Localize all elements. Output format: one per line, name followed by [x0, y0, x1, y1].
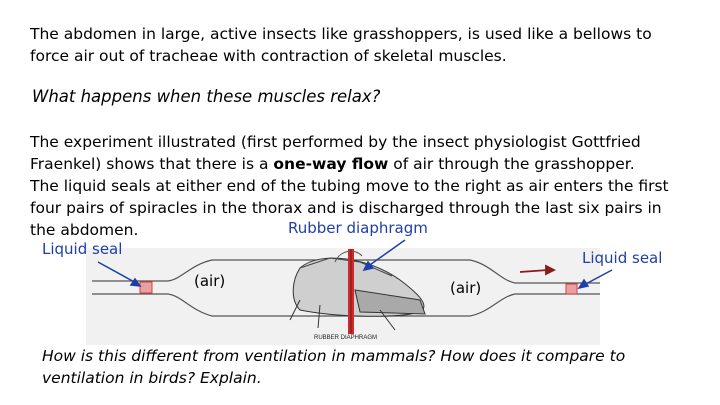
- label-liquid-seal-right: Liquid seal: [582, 249, 663, 267]
- experiment-text: of air through the grasshopper.: [388, 155, 635, 173]
- question-line: ventilation in birds? Explain.: [42, 369, 262, 387]
- figure-caption: RUBBER DIAPHRAGM: [314, 335, 378, 341]
- question-comparison: [42, 345, 702, 389]
- experiment-line: the abdomen.: [30, 221, 139, 239]
- label-rubber-diaphragm: Rubber diaphragm: [288, 219, 428, 237]
- experiment-line: four pairs of spiracles in the thorax and is discharged through the last six pairs in: [30, 199, 662, 217]
- label-liquid-seal-left: Liquid seal: [42, 240, 123, 258]
- one-way-flow-emphasis: one-way flow: [273, 155, 389, 173]
- left-liquid-seal: [140, 282, 152, 293]
- intro-line: force air out of tracheae with contraction of skeletal muscles.: [30, 47, 507, 65]
- intro-line: The abdomen in large, active insects like grasshoppers, is used like a bellows to: [30, 25, 652, 43]
- intro-paragraph: [30, 23, 710, 67]
- experiment-line: The liquid seals at either end of the tubing move to the right as air enters the first: [30, 177, 669, 195]
- experiment-line: The experiment illustrated (first performed by the insect physiologist Gottfried: [30, 133, 641, 151]
- right-liquid-seal: [566, 284, 577, 294]
- label-air-left: (air): [194, 272, 226, 290]
- question-muscles-relax: What happens when these muscles relax?: [32, 87, 381, 106]
- experiment-line: [30, 153, 710, 175]
- experiment-text: Fraenkel) shows that there is a: [30, 155, 274, 173]
- question-line: How is this different from ventilation in mammals? How does it compare to: [42, 347, 626, 365]
- label-air-right: (air): [450, 279, 482, 297]
